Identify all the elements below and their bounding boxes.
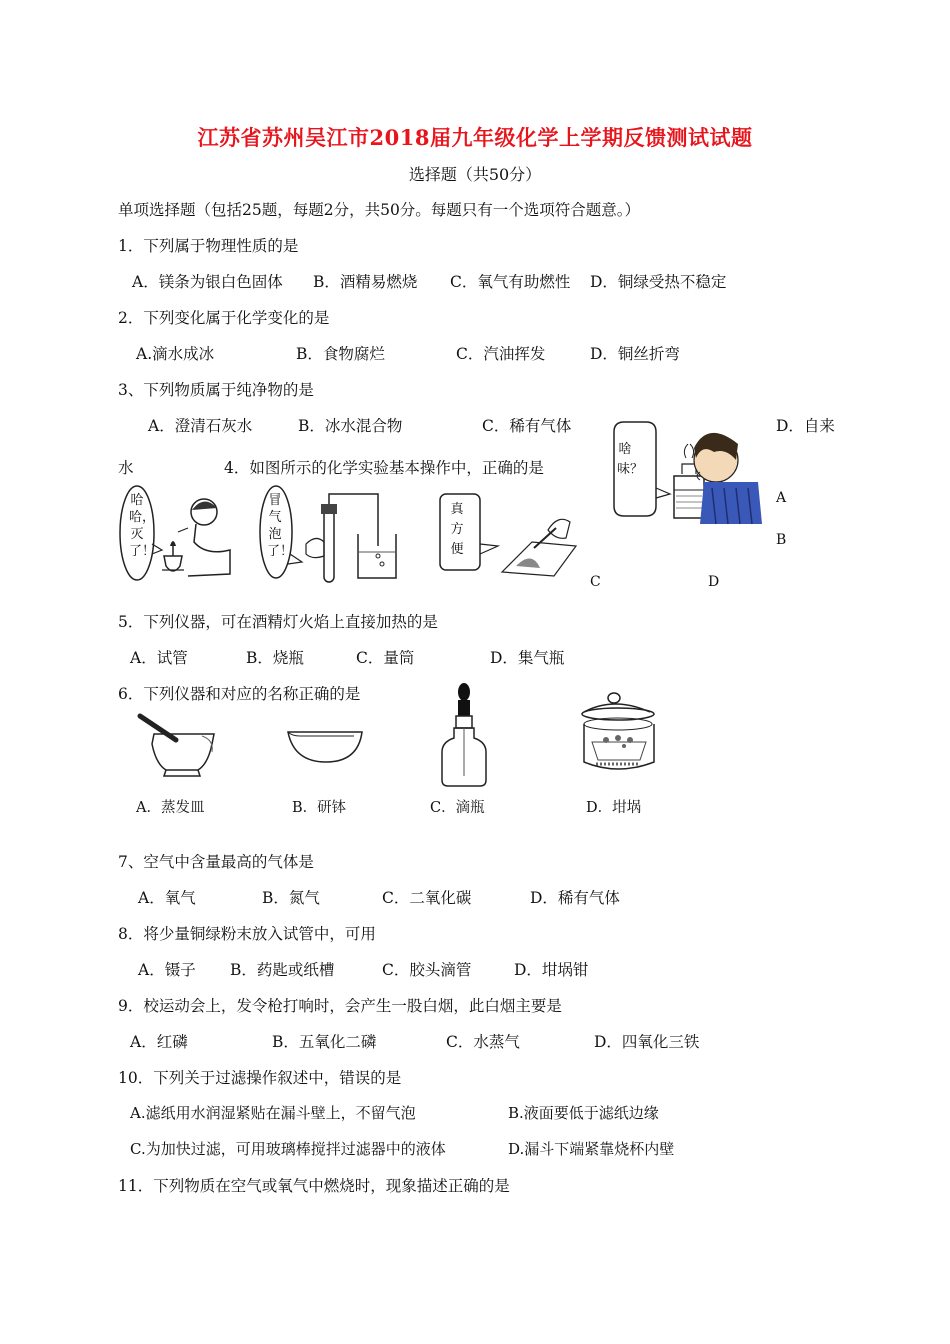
question-9-option-d: D．四氧化三铁	[594, 1033, 700, 1051]
question-3-stem: 3、下列物质属于纯净物的是	[118, 381, 314, 399]
question-2-stem: 2．下列变化属于化学变化的是	[118, 309, 330, 327]
question-1-option-a: A．镁条为银白色固体	[132, 273, 283, 291]
question-1-stem: 1．下列属于物理性质的是	[118, 237, 299, 255]
question-7-option-a: A．氧气	[138, 889, 196, 907]
dropper-bottle-image	[434, 682, 494, 788]
question-9-stem: 9．校运动会上，发令枪打响时，会产生一股白烟，此白烟主要是	[118, 997, 562, 1015]
question-3-option-a: A．澄清石灰水	[148, 417, 253, 435]
question-9-option-b: B．五氧化二磷	[272, 1033, 377, 1051]
question-5-option-d: D．集气瓶	[490, 649, 565, 667]
crucible-image	[580, 690, 660, 776]
section-subtitle: 选择题（共50分）	[408, 165, 542, 184]
figure-c-speech-bubble: 真方便	[450, 502, 464, 557]
question-5-stem: 5．下列仪器，可在酒精灯火焰上直接加热的是	[118, 613, 438, 631]
question-10-option-a: A.滤纸用水润湿紧贴在漏斗壁上，不留气泡	[130, 1104, 416, 1122]
question-5-option-b: B．烧瓶	[246, 649, 304, 667]
page-title: 江苏省苏州吴江市2018届九年级化学上学期反馈测试试题	[197, 125, 753, 150]
question-1-option-d: D．铜绿受热不稳定	[590, 273, 727, 291]
question-7-option-d: D．稀有气体	[530, 889, 620, 907]
figure-b-speech-bubble: 冒气泡了！	[267, 493, 294, 559]
figure-d-speech-bubble: 啥味？	[617, 442, 644, 477]
question-8-stem: 8．将少量铜绿粉末放入试管中，可用	[118, 925, 376, 943]
question-6-option-c: C．滴瓶	[430, 800, 485, 816]
question-4-stem: 4．如图所示的化学实验基本操作中，正确的是	[224, 459, 544, 477]
figure-label-d: D	[708, 574, 720, 590]
question-8-option-c: C．胶头滴管	[382, 961, 472, 979]
question-9-option-c: C．水蒸气	[446, 1033, 520, 1051]
question-3-option-d: D．自来	[776, 417, 835, 435]
question-2-option-d: D．铜丝折弯	[590, 345, 680, 363]
question-1-option-c: C．氧气有助燃性	[450, 273, 571, 291]
question-7-option-b: B．氮气	[262, 889, 320, 907]
question-11-stem: 11．下列物质在空气或氧气中燃烧时，现象描述正确的是	[118, 1177, 510, 1195]
instruction-text: 单项选择题（包括25题，每题2分，共50分。每题只有一个选项符合题意。）	[118, 201, 641, 219]
question-6-option-d: D．坩埚	[586, 800, 642, 816]
question-2-option-b: B．食物腐烂	[296, 345, 385, 363]
figure-label-b: B	[776, 532, 787, 548]
figure-label-c: C	[590, 574, 601, 590]
question-6-option-a: A．蒸发皿	[136, 800, 205, 816]
mortar-and-pestle-image	[136, 700, 220, 780]
question-8-option-a: A．镊子	[138, 961, 196, 979]
question-5-option-a: A．试管	[130, 649, 188, 667]
question-8-option-d: D．坩埚钳	[514, 961, 589, 979]
evaporating-dish-image	[286, 722, 366, 766]
question-8-option-b: B．药匙或纸槽	[230, 961, 335, 979]
figure-label-a: A	[776, 490, 787, 506]
question-3-option-b: B．冰水混合物	[298, 417, 403, 435]
question-1-option-b: B．酒精易燃烧	[313, 273, 418, 291]
question-3-option-c: C．稀有气体	[482, 417, 572, 435]
question-6-stem: 6．下列仪器和对应的名称正确的是	[118, 685, 361, 703]
question-10-stem: 10．下列关于过滤操作叙述中，错误的是	[118, 1069, 402, 1087]
question-5-option-c: C．量筒	[356, 649, 415, 667]
question-3-continuation: 水	[118, 459, 134, 477]
question-9-option-a: A．红磷	[130, 1033, 188, 1051]
question-2-option-c: C．汽油挥发	[456, 345, 546, 363]
question-6-option-b: B．研钵	[292, 800, 347, 816]
question-7-option-c: C．二氧化碳	[382, 889, 472, 907]
question-10-option-d: D.漏斗下端紧靠烧杯内壁	[508, 1140, 675, 1158]
figure-a-speech-bubble: 哈哈，灭了！	[129, 493, 156, 559]
question-10-option-c: C.为加快过滤，可用玻璃棒搅拌过滤器中的液体	[130, 1140, 446, 1158]
question-10-option-b: B.液面要低于滤纸边缘	[508, 1104, 659, 1122]
question-2-option-a: A.滴水成冰	[136, 345, 215, 363]
question-7-stem: 7、空气中含量最高的气体是	[118, 853, 314, 871]
